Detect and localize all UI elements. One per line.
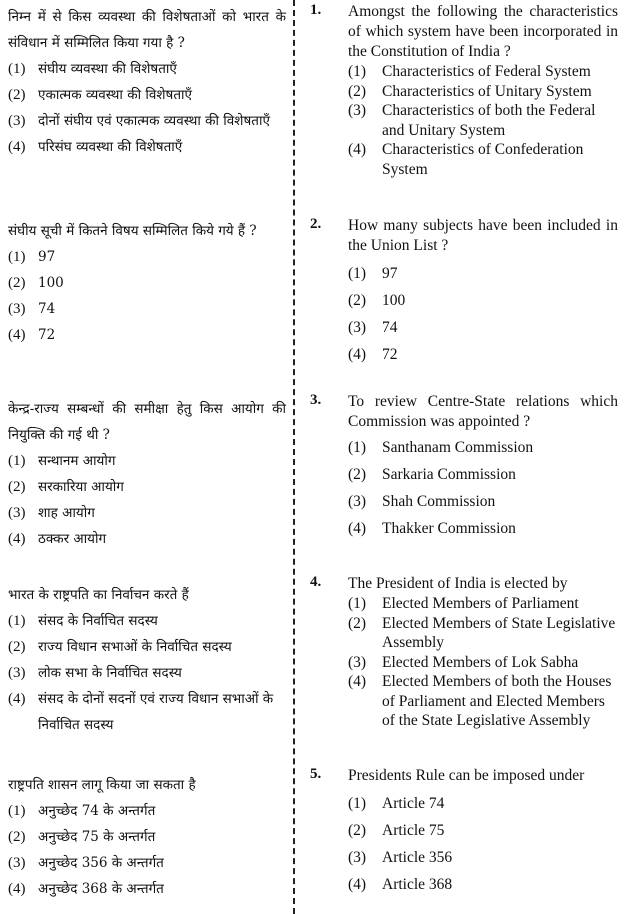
hindi-question-3: [8, 396, 286, 552]
option-text: अनुच्छेद 74 के अन्तर्गत: [38, 803, 156, 819]
option[interactable]: [8, 82, 286, 108]
option[interactable]: [348, 260, 618, 287]
option[interactable]: [348, 314, 618, 341]
option-number: (3): [8, 665, 26, 681]
option[interactable]: [8, 108, 286, 134]
option-number: (1): [8, 61, 26, 77]
option-number: (2): [348, 82, 367, 100]
option-number: (3): [348, 849, 367, 866]
option-text: 72: [38, 327, 56, 343]
option-text: Characteristics of both the Federal and Unitary System: [382, 102, 596, 139]
option[interactable]: [348, 287, 618, 314]
option-number: (2): [8, 479, 26, 495]
option-text: 74: [38, 301, 56, 317]
option[interactable]: [8, 500, 286, 526]
option[interactable]: [8, 322, 286, 348]
option[interactable]: [348, 790, 618, 817]
option-text: अनुच्छेद 75 के अन्तर्गत: [38, 829, 156, 845]
option-number: (1): [348, 439, 367, 456]
option-number: (2): [348, 292, 367, 309]
question-number: 1.: [310, 2, 322, 18]
option-text: ठक्कर आयोग: [38, 531, 107, 547]
question-text: राष्ट्रपति शासन लागू किया जा सकता है: [8, 777, 196, 793]
option-text: 100: [382, 292, 406, 309]
option[interactable]: [8, 448, 286, 474]
option-number: (4): [8, 531, 26, 547]
option[interactable]: [348, 62, 618, 82]
option[interactable]: [348, 101, 618, 140]
option-number: (2): [348, 466, 367, 483]
option-number: (1): [348, 795, 367, 812]
option-number: (4): [8, 327, 26, 343]
option[interactable]: [8, 608, 286, 634]
english-question-3: [306, 392, 618, 542]
option-number: (4): [348, 346, 367, 363]
option-text: एकात्मक व्यवस्था की विशेषताएँ: [38, 87, 193, 103]
question-number: 4.: [310, 574, 322, 590]
option[interactable]: [8, 634, 286, 660]
option-text: संसद के निर्वाचित सदस्य: [38, 613, 158, 629]
option-text: राज्य विधान सभाओं के निर्वाचित सदस्य: [38, 639, 232, 655]
option-number: (2): [8, 829, 26, 845]
option-text: अनुच्छेद 356 के अन्तर्गत: [38, 855, 164, 871]
option[interactable]: [8, 824, 286, 850]
option-text: सरकारिया आयोग: [38, 479, 124, 495]
option[interactable]: [348, 817, 618, 844]
hindi-question-4: [8, 582, 286, 738]
option[interactable]: [8, 56, 286, 82]
option[interactable]: [348, 653, 618, 673]
option-text: अनुच्छेद 368 के अन्तर्गत: [38, 881, 164, 897]
option-number: (3): [348, 102, 367, 119]
option-text: Shah Commission: [382, 493, 496, 510]
option-number: (1): [348, 265, 367, 282]
option[interactable]: [348, 82, 618, 102]
question-text: भारत के राष्ट्रपति का निर्वाचन करते हैं: [8, 587, 189, 603]
option[interactable]: [8, 798, 286, 824]
option[interactable]: [348, 614, 618, 653]
question-text: The President of India is elected by: [348, 575, 568, 592]
option[interactable]: [348, 515, 618, 542]
option-number: (3): [348, 493, 367, 510]
option-number: (1): [348, 595, 367, 612]
option-text: लोक सभा के निर्वाचित सदस्य: [38, 665, 182, 681]
column-divider: [293, 0, 295, 914]
option-text: 97: [38, 249, 56, 265]
question-text: Amongst the following the characteristics of which system have been incorporated in the Constitution of India ?: [348, 3, 618, 60]
option[interactable]: [8, 526, 286, 552]
option-text: दोनों संघीय एवं एकात्मक व्यवस्था की विशेषताएँ: [38, 113, 270, 129]
option[interactable]: [8, 270, 286, 296]
option[interactable]: [8, 134, 286, 160]
option-number: (4): [348, 876, 367, 893]
question-number: 5.: [310, 766, 322, 782]
english-question-4: [306, 574, 618, 731]
question-text: केन्द्र-राज्य सम्बन्धों की समीक्षा हेतु किस आयोग की नियुक्ति की गई थी ?: [8, 401, 286, 443]
hindi-question-2: [8, 218, 286, 348]
option-text: 97: [382, 265, 398, 282]
option[interactable]: [348, 341, 618, 368]
option-text: Santhanam Commission: [382, 439, 534, 456]
option-number: (2): [8, 87, 26, 103]
option-number: (4): [8, 881, 26, 897]
option[interactable]: [8, 660, 286, 686]
option[interactable]: [8, 244, 286, 270]
option[interactable]: [348, 594, 618, 614]
option-text: Elected Members of both the Houses of Parliament and Elected Members of the State Legislative Assembly: [382, 673, 612, 729]
option[interactable]: [8, 850, 286, 876]
question-number: 2.: [310, 216, 322, 232]
option-text: संघीय व्यवस्था की विशेषताएँ: [38, 61, 177, 77]
option-text: Sarkaria Commission: [382, 466, 516, 483]
option[interactable]: [8, 686, 286, 738]
question-text: निम्न में से किस व्यवस्था की विशेषताओं को भारत के संविधान में सम्मिलित किया गया है ?: [8, 9, 286, 51]
option[interactable]: [8, 474, 286, 500]
option-number: (1): [8, 613, 26, 629]
option-number: (1): [8, 803, 26, 819]
option-number: (4): [8, 139, 26, 155]
option-text: परिसंघ व्यवस्था की विशेषताएँ: [38, 139, 183, 155]
hindi-question-5: [8, 772, 286, 902]
option[interactable]: [348, 871, 618, 898]
option-number: (4): [348, 520, 367, 537]
option-number: (1): [348, 63, 367, 80]
option-text: 100: [38, 275, 64, 291]
question-text: संघीय सूची में कितने विषय सम्मिलित किये गये हैं ?: [8, 223, 257, 239]
option-text: Article 356: [382, 849, 453, 866]
option-number: (1): [8, 453, 26, 469]
option-text: 74: [382, 319, 398, 336]
question-text: To review Centre-State relations which Commission was appointed ?: [348, 393, 618, 430]
option-text: सन्थानम आयोग: [38, 453, 116, 469]
english-question-1: [306, 2, 618, 179]
option-number: (3): [348, 653, 367, 671]
option-text: Article 368: [382, 876, 453, 893]
question-text: How many subjects have been included in the Union List ?: [348, 217, 618, 254]
option-text: संसद के दोनों सदनों एवं राज्य विधान सभाओं के निर्वाचित सदस्य: [38, 691, 274, 733]
option-number: (4): [348, 673, 367, 690]
option-number: (2): [348, 822, 367, 839]
hindi-question-1: [8, 4, 286, 160]
option-number: (4): [8, 691, 26, 707]
option-text: Characteristics of Confederation System: [382, 141, 584, 178]
option-number: (3): [348, 319, 367, 336]
option-text: Characteristics of Unitary System: [382, 82, 592, 100]
english-question-2: [306, 216, 618, 368]
option-number: (3): [8, 113, 26, 129]
option-text: Characteristics of Federal System: [382, 63, 591, 80]
option-text: Thakker Commission: [382, 520, 516, 537]
option-number: (1): [8, 249, 26, 265]
option[interactable]: [348, 672, 618, 731]
option-number: (2): [8, 639, 26, 655]
option-text: Article 74: [382, 795, 445, 812]
question-number: 3.: [310, 392, 322, 408]
option-number: (3): [8, 301, 26, 317]
option-number: (2): [8, 275, 26, 291]
option[interactable]: [348, 461, 618, 488]
option[interactable]: [348, 488, 618, 515]
option[interactable]: [8, 296, 286, 322]
option-number: (3): [8, 505, 26, 521]
option-text: Article 75: [382, 822, 445, 839]
option[interactable]: [348, 434, 618, 461]
option-text: 72: [382, 346, 398, 363]
option-text: Elected Members of State Legislative Assembly: [382, 614, 616, 651]
option-text: शाह आयोग: [38, 505, 95, 521]
option[interactable]: [348, 140, 618, 179]
option-number: (2): [348, 614, 367, 632]
english-question-5: [306, 766, 618, 898]
option[interactable]: [8, 876, 286, 902]
option-number: (4): [348, 141, 367, 158]
question-text: Presidents Rule can be imposed under: [348, 767, 585, 784]
option[interactable]: [348, 844, 618, 871]
option-number: (3): [8, 855, 26, 871]
option-text: Elected Members of Parliament: [382, 595, 579, 612]
option-text: Elected Members of Lok Sabha: [382, 653, 579, 671]
